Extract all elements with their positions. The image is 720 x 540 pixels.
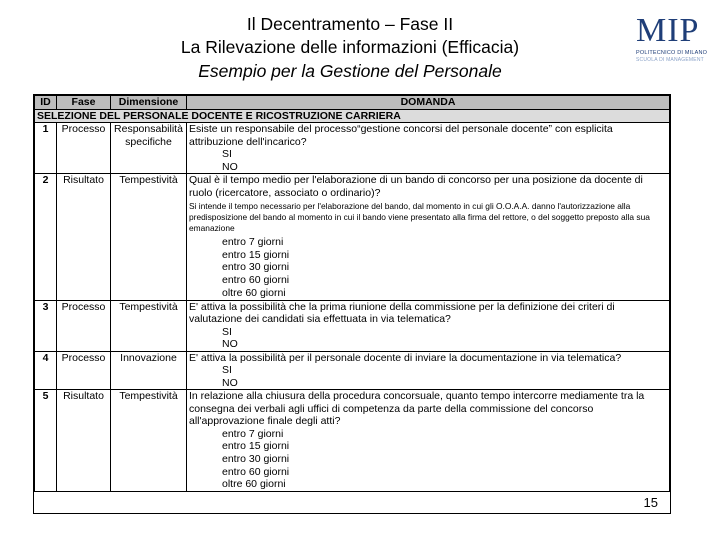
row-fase: Processo [57, 123, 111, 174]
question-text: Esiste un responsabile del processo“gestione concorsi del personale docente” con esplicita attribuzione dell'incarico? [189, 123, 613, 148]
row-fase: Processo [57, 351, 111, 390]
header-domanda: DOMANDA [187, 96, 670, 110]
row-domanda [187, 174, 670, 301]
answer-option: SI [222, 364, 232, 377]
answer-option: entro 15 giorni [222, 440, 290, 453]
answer-option: NO [222, 376, 238, 389]
row-fase: Risultato [57, 390, 111, 492]
table-row [35, 174, 670, 301]
row-id: 2 [35, 174, 57, 301]
table-row [35, 351, 670, 390]
row-dimensione: Tempestività [111, 174, 187, 301]
row-id: 4 [35, 351, 57, 390]
row-domanda [187, 123, 670, 174]
table-row [35, 390, 670, 492]
question-note: Si intende il tempo necessario per l'elaborazione del bando, dal momento in cui gli O.O.A.A. danno l'autorizzazione alla predisposizione del bando al momento in cui il bando viene presentato alla firma del rettore, o del soggetto preposto alla sua emanazione [189, 201, 650, 233]
answer-option: entro 30 giorni [222, 452, 290, 465]
table-row [35, 123, 670, 174]
answer-option: NO [222, 160, 238, 173]
answer-option: NO [222, 338, 238, 351]
slide-subtitle: La Rilevazione delle informazioni (Efficacia) [180, 37, 520, 57]
row-fase: Processo [57, 300, 111, 351]
row-fase: Risultato [57, 174, 111, 301]
answer-option: entro 60 giorni [222, 274, 290, 287]
questionnaire-table [34, 95, 670, 492]
page-number: 15 [643, 494, 658, 510]
row-dimensione: Innovazione [111, 351, 187, 390]
answer-option: SI [222, 148, 232, 160]
row-domanda [187, 390, 670, 492]
answer-option: entro 7 giorni [222, 236, 284, 248]
row-id: 3 [35, 300, 57, 351]
logo-line1: POLITECNICO DI MILANO [636, 50, 708, 56]
slide-title: Il Decentramento – Fase II [246, 14, 454, 34]
question-text: Qual è il tempo medio per l'elaborazione di un bando di concorso per una posizione da docente di ruolo (ricercatore, associato o ordinario)? [189, 174, 643, 199]
header-id: ID [35, 96, 57, 110]
slide-subheading: Esempio per la Gestione del Personale [198, 61, 502, 81]
answer-option: entro 30 giorni [222, 261, 290, 274]
header-fase: Fase [57, 96, 111, 110]
table-header-row [35, 96, 670, 110]
question-text: E' attiva la possibilità che la prima riunione della commissione per la definizione dei criteri di valutazione dei candidati sia effettuata in via telematica? [189, 300, 615, 326]
row-id: 5 [35, 390, 57, 492]
row-dimensione: Tempestività [111, 390, 187, 492]
answer-option: entro 15 giorni [222, 248, 290, 261]
header-dimensione: Dimensione [111, 96, 187, 110]
row-dimensione: Tempestività [111, 300, 187, 351]
section-row [35, 109, 670, 123]
questionnaire-sheet [33, 94, 671, 514]
question-text: In relazione alla chiusura della procedura concorsuale, quanto tempo intercorre mediamente tra la consegna dei verbali agli uffici di competenza da parte della commissione del concorso all'approvazione finale degli atti? [189, 390, 645, 428]
answer-option: entro 7 giorni [222, 427, 284, 440]
row-domanda [187, 351, 670, 390]
row-domanda [187, 300, 670, 351]
mip-logo [636, 14, 716, 74]
answer-option: entro 60 giorni [222, 465, 290, 478]
logo-line2: SCUOLA DI MANAGEMENT [636, 57, 704, 63]
answer-option: oltre 60 giorni [222, 286, 286, 299]
table-row [35, 300, 670, 351]
answer-option: oltre 60 giorni [222, 478, 286, 491]
logo-mark: MIP [636, 12, 700, 49]
section-title: SELEZIONE DEL PERSONALE DOCENTE E RICOSTRUZIONE CARRIERA [35, 109, 670, 123]
answer-option: SI [222, 325, 232, 338]
question-text: E' attiva la possibilità per il personale docente di inviare la documentazione in via telematica? [189, 351, 622, 364]
row-id: 1 [35, 123, 57, 174]
row-dimensione: Responsabilità specifiche [111, 123, 187, 174]
